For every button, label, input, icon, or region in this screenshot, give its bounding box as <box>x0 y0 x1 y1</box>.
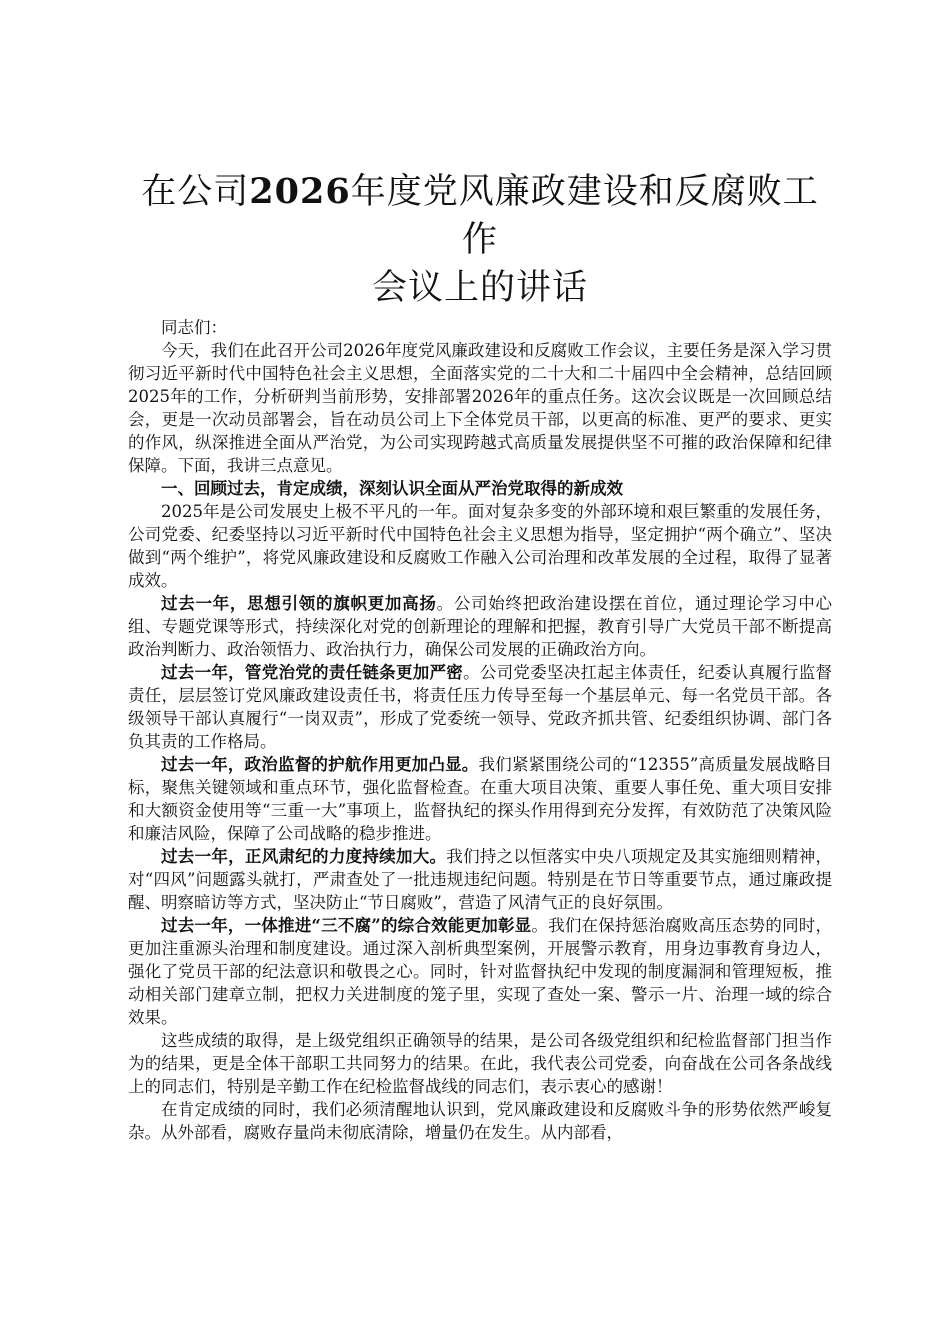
point-body: 我们紧紧围绕公司的“12355”高质量发展战略目标，聚焦关键领域和重点环节，强化监督检查。在重大项目决策、重要人事任免、重大项目安排和大额资金使用等“三重一大”事项上，监督执纪的探头作用得到充分发挥，有效防范了决策风险和廉洁风险，保障了公司战略的稳步推进。 <box>128 755 832 843</box>
point-lead: 过去一年，一体推进“三不腐”的综合效能更加彰显 <box>161 916 532 935</box>
thanks-paragraph: 这些成绩的取得，是上级党组织正确领导的结果，是公司各级党组织和纪检监督部门担当作为的结果，更是全体干部职工共同努力的结果。在此，我代表公司党委，向奋战在公司各条战线上的同志们，特别是辛勤工作在纪检监督战线的同志们，表示衷心的感谢！ <box>128 1031 832 1096</box>
salutation: 同志们： <box>161 318 227 337</box>
title-prefix: 在公司 <box>141 172 250 212</box>
point-lead: 过去一年，正风肃纪的力度持续加大。 <box>161 847 447 866</box>
point-lead: 过去一年，思想引领的旗帜更加高扬 <box>161 594 437 613</box>
point-lead: 过去一年，管党治党的责任链条更加严密 <box>161 663 464 682</box>
title-rest: 年度党风廉政建设和反腐败工作 <box>350 172 819 260</box>
point-body: 。公司始终把政治建设摆在首位，通过理论学习中心组、专题党课等形式，持续深化对党的创新理论的理解和把握，教育引导广大党员干部不断提高政治判断力、政治领悟力、政治执行力，确保公司发展的正确政治方向。 <box>128 594 833 659</box>
point-paragraph <box>128 753 832 845</box>
point-body: 。公司党委坚决扛起主体责任，纪委认真履行监督责任，层层签订党风廉政建设责任书，将责任压力传导至每一个基层单元、每一名党员干部。各级领导干部认真履行“一岗双责”，形成了党委统一领导、党政齐抓共管、纪委组织协调、部门各负其责的工作格局。 <box>128 663 833 751</box>
title-line-2: 会议上的讲话 <box>371 268 588 308</box>
point-paragraph <box>128 661 832 753</box>
closing-paragraph: 在肯定成绩的同时，我们必须清醒地认识到，党风廉政建设和反腐败斗争的形势依然严峻复杂。从外部看，腐败存量尚未彻底清除，增量仍在发生。从内部看， <box>128 1100 832 1142</box>
point-body: 。我们在保持惩治腐败高压态势的同时，更加注重源头治理和制度建设。通过深入剖析典型案例，开展警示教育，用身边事教育身边人，强化了党员干部的纪法意识和敬畏之心。同时，针对监督执纪中发现的制度漏洞和管理短板，推动相关部门建章立制，把权力关进制度的笼子里，实现了查处一案、警示一片、治理一域的综合效果。 <box>128 916 833 1027</box>
title-year: 2026 <box>249 171 351 212</box>
point-paragraph <box>128 914 832 1029</box>
intro-paragraph: 今天，我们在此召开公司2026年度党风廉政建设和反腐败工作会议，主要任务是深入学习贯彻习近平新时代中国特色社会主义思想，全面落实党的二十大和二十届四中全会精神，总结回顾2025年的工作，分析研判当前形势，安排部署2026年的重点任务。这次会议既是一次回顾总结会，更是一次动员部署会，旨在动员公司上下全体党员干部，以更高的标准、更严的要求、更实的作风，纵深推进全面从严治党，为公司实现跨越式高质量发展提供坚不可摧的政治保障和纪律保障。下面，我讲三点意见。 <box>128 341 832 475</box>
document-title <box>128 168 832 312</box>
section-1-heading: 一、回顾过去，肯定成绩，深刻认识全面从严治党取得的新成效 <box>161 479 623 498</box>
section-1-intro-paragraph: 2025年是公司发展史上极不平凡的一年。面对复杂多变的外部环境和艰巨繁重的发展任务，公司党委、纪委坚持以习近平新时代中国特色社会主义思想为指导，坚定拥护“两个确立”、坚决做到“两个维护”，将党风廉政建设和反腐败工作融入公司治理和改革发展的全过程，取得了显著成效。 <box>128 502 832 590</box>
point-paragraph <box>128 845 832 914</box>
point-body: 我们持之以恒落实中央八项规定及其实施细则精神，对“四风”问题露头就打，严肃查处了一批违规违纪问题。特别是在节日等重要节点，通过廉政提醒、明察暗访等方式，坚决防止“节日腐败”，营造了风清气正的良好氛围。 <box>128 847 833 912</box>
document-page <box>128 168 832 1144</box>
point-lead: 过去一年，政治监督的护航作用更加凸显。 <box>161 755 479 774</box>
point-paragraph <box>128 592 832 661</box>
